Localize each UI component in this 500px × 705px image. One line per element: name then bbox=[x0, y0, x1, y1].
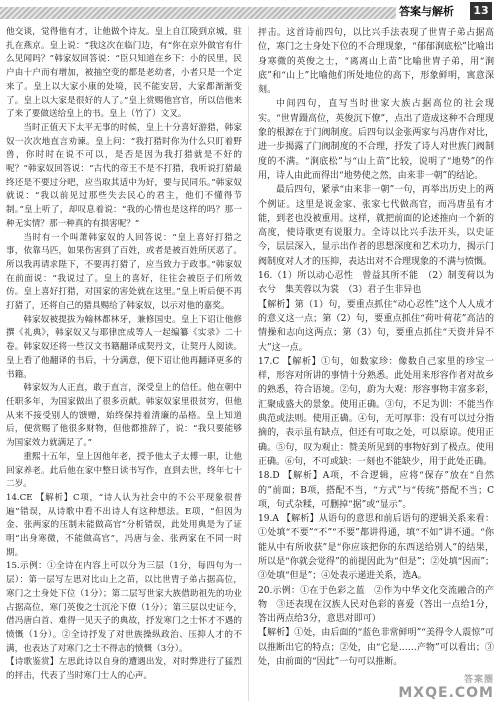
watermark-en: MXQE.COM bbox=[398, 685, 494, 701]
watermark-cn: 答案圈 bbox=[463, 675, 494, 685]
left-paragraph: 韩家奴为人正直，敢于直言，深受皇上的信任。他在朝中任职多年，为国家做出了很多贡献。韩家奴家里很贫穷，但他从来不接受别人的馈赠，始终保持着清廉的品格。皇上知道后，便赏赐了他很多财物，但他都推辞了，说：“我只要能够为国家效力就满足了。” bbox=[6, 383, 242, 449]
section-label: 答案与解析 bbox=[396, 3, 457, 19]
right-paragraph: 17.C 【解析】①句，如数家珍：像数自己家里的珍宝一样，形容对所讲的事情十分熟悉。此处用来形容作者对故乡的熟悉，符合语境。②句，蔚为大观：形容事物丰富多彩，汇聚成盛大的景象。使用正确。③句，不足为训：不能当作典范或法则。使用正确。④句，无可厚非：没有可以过分指摘的，表示虽有缺点，但还有可取之处，可以原谅。使用正确。⑤句，叹为观止：赞美所见到的事物好到了极点。使用正确。⑥句，不可或缺：一刻也不能缺少，用于此处正确。 bbox=[258, 356, 494, 467]
left-paragraph: 韩家奴被提拔为翰林都林牙，兼修国史。皇上下诏让他修撰《礼典》，韩家奴又与耶律庶成等人一起编纂《实录》二十卷。韩家奴还将一些汉文书籍翻译成契丹文，让契丹人阅读。皇上看了他翻译的书后，十分满意，便下诏让他再翻译更多的书籍。 bbox=[6, 314, 242, 380]
right-paragraph: 19.A 【解析】从语句的意思和前后语句的逻辑关系来看：①处填“不要”“不”“不要”都讲得通，填“不如”讲不通。“你能从中有所收获”是“你应该把你的东西送给别人”的结果，所以是“你就会觉得”的前提因此为“但是”；②处填“因而”；③处填“但是”；④处表示递进关系，选A。 bbox=[258, 514, 494, 582]
right-paragraph: 【解析】第（1）句，要重点抓住“动心忍性”这个人人成才的意义这一点；第（2）句，要重点抓住“荷叶荷花”高洁的情操和志向这两点；第（3）句，要重点抓住“天资并异不大”这一点。 bbox=[258, 299, 494, 353]
right-paragraph: 16.（1）所以动心忍性 曾益其所不能 （2）制芰荷以为衣兮 集芙蓉以为裳 （3）君子生非异也 bbox=[258, 271, 494, 296]
left-paragraph: 当时正值天下太平无事的时候，皇上十分喜好游猎，韩家奴一次次地直言劝谏。皇上问：“我打猎时你为什么只盯着野兽，你时时在说不可以，是否是因为我打猎就是不好的呢？”韩家奴回答说：“古代的帝王不是不打猎，我听说打猎最终还是不要过分吧，应当取其适中为好，要与民同乐。”韩家奴就说：“我以前见过那些失去民心的君主，他们不懂得节制。”皇上听了，却叹息着说：“我的心情也是这样的吗？那一种无实情？那一种真的有损害呢？” bbox=[6, 122, 242, 229]
left-paragraph: 当时有一个叫萧韩家奴的人回答说：“皇上喜好打猎之事，依靠马匹，如果伤害到了百姓，或者是被百姓所厌恶了。所以我再请求陛下，不要再打猎了，应当致力于政事。”韩家奴在前面说：“我说过了。皇上的喜好，往往会被臣子们所效仿。皇上喜好打猎，对国家的害处就在这里。”皇上听后便不再打猎了，还将自己的猎具赐给了韩家奴，以示对他的嘉奖。 bbox=[6, 232, 242, 312]
left-paragraph: 【诗歌鉴赏】左思此诗以自身的遭遇出发，对时弊进行了猛烈的抨击，代表了当时寒门士人的心声。 bbox=[6, 657, 242, 682]
column-divider bbox=[248, 26, 249, 701]
left-column bbox=[6, 26, 242, 684]
right-paragraph: 18.D 【解析】A项，不合逻辑，应将“保存”放在“自然的”前面；B项，搭配不当，“方式”与“传统”搭配不当；C项，句式杂糅，可删掉“据”或“显示”。 bbox=[258, 471, 494, 510]
left-paragraph: 14.CE 【解析】C项，“诗人认为社会中的不公平现象很普遍”错误，从诗歌中看不出诗人有这种想法。E项，“但因为金、张两家的压制未能做高官”分析错误，此处用典是为了证明“出身寒微，不能做高官”，冯唐与金、张两家在不同一时期。 bbox=[6, 492, 242, 558]
right-column bbox=[258, 26, 494, 669]
left-paragraph: 重熙十五年，皇上因他年老，授予他太子太傅一职，让他回家养老。此后他在家中整日读书写作，直到去世，终年七十二岁。 bbox=[6, 451, 242, 490]
page-header bbox=[0, 0, 500, 24]
page-number: 13 bbox=[470, 2, 492, 20]
right-paragraph: 中间四句，直写当时世家大族占据高位的社会现实。“世胄蹑高位，英俊沉下僚”，点出了造成这种不合理现象的根源在于门阀制度。后四句以金张两家与冯唐作对比，进一步揭露了门阀制度的不合理，抒发了诗人对世族门阀制度的不满。“涧底松”与“山上苗”比较，说明了“地势”的作用，诗人由此而得出“地势使之然，由来非一朝”的结论。 bbox=[258, 99, 494, 181]
header-decor-bar bbox=[0, 7, 430, 19]
left-paragraph: 他交谈，觉得他有才，让他做个诗友。皇上自江陵到京城，驻扎在燕京。皇上说：“我这次在临门边，有“你在京外做官有什么见闻吗？”韩家奴回答说：“臣只知道在乡下：小的民里，民户由十户而有增加，被抽空变的都是老幼者，小者只是一个定来了。皇上以大家小康的处境，民不能安居，大家都渐渐变了。皇上以大家是很好的人了。”皇上赏赐他宫官，所以信他来了来了要做送给皇上的书。皇上（竹了）文叉。 bbox=[6, 27, 242, 120]
right-paragraph: 20.示例：①在于色彩之蓝 ②作为中华文化交流融合的产物 ③还表现在汉族人民对色彩的喜爱（答出一点给1分，答出两点给3分，意思对即可） bbox=[258, 585, 494, 625]
right-paragraph: 最后四句，紧承“由来非一朝”一句，再举出历史上的两个例证。这里是说金家、张家七代做高官，而冯唐虽有才能，到老也没被重用。这样，就把前面的论述推向一个新的高度，使诗歌更有说服力。全诗以比兴手法开头，以史证今，层层深入，显示出作者的思想深度和艺术功力，揭示门阀制度对人才的压抑，表达出对不合理现象的不满与愤慨。 bbox=[258, 185, 494, 267]
right-paragraph: 抨击。这首诗前四句，以比兴手法表现了世胄子弟占据高位，寒门之士身处下位的不合理现象，“郁郁涧底松”比喻出身寒微的英俊之士，“离离山上苗”比喻世胄子弟，用“涧底”和“山上”比喻他们所处地位的高下，形象鲜明，寓意深刻。 bbox=[258, 28, 494, 96]
left-paragraph: 15.示例：①全诗在内容上可以分为三层（1分，每四句为一层）：第一层写左思对比山上之苗，以比世胄子弟占据高位，寒门之士身处下位（1分）；第二层写世家大族借助祖先的功业占据高位，寒门英俊之士沉沦下僚（1分）；第三层以史证今，借冯唐白首、难得一见天子的典故，抒发寒门之士怀才不遇的愤慨（1分）。②全诗抒发了对世族操纵政治、压抑人才的不满，也表达了对寒门之士不得志的愤慨（3分）。 bbox=[6, 561, 242, 654]
right-paragraph: 【解析】①处，由后面的“蓝色非常鲜明”“美得令人震惊”可以推断出它的特点；②处，由“它是……产物”可以看出；③处，由前面的“因此”一句可以推断。 bbox=[258, 628, 494, 668]
watermark bbox=[398, 672, 494, 701]
